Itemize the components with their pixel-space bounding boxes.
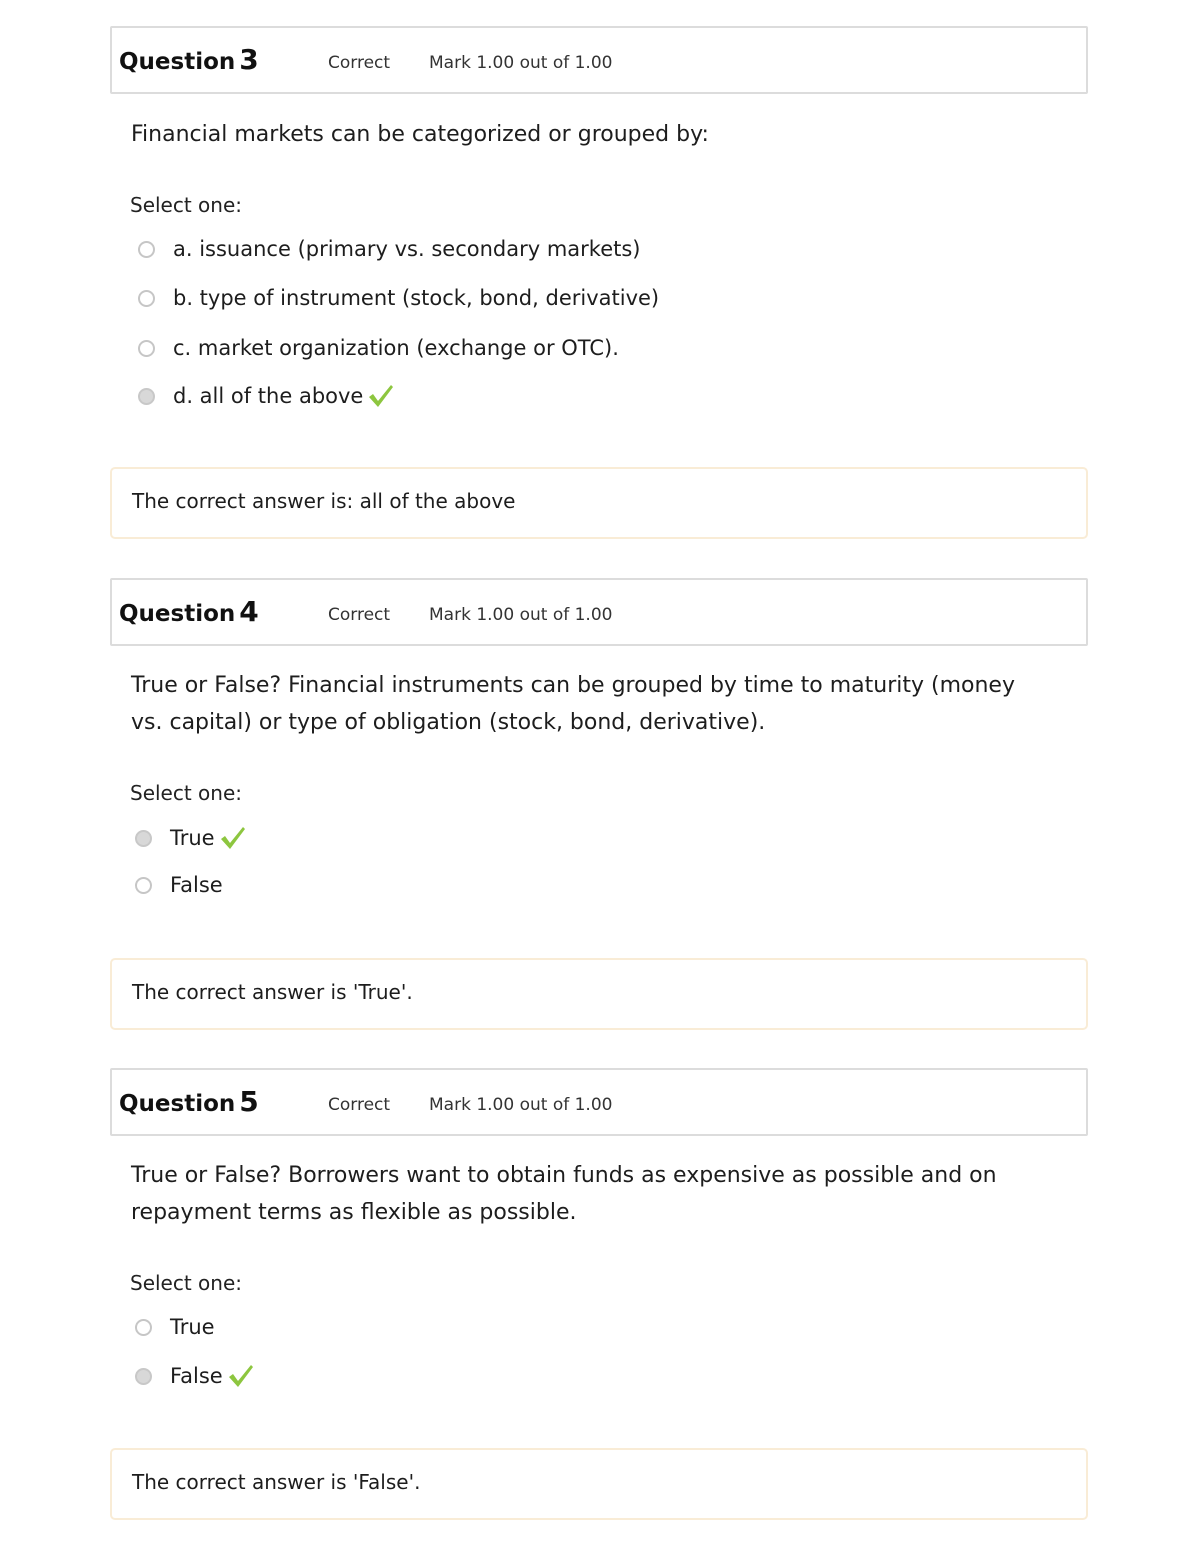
question-4-option-true[interactable] bbox=[135, 823, 247, 853]
question-3-option-b[interactable] bbox=[138, 283, 659, 313]
question-5-option-true[interactable] bbox=[135, 1312, 215, 1342]
question-number: 4 bbox=[239, 595, 259, 628]
option-label: b. type of instrument (stock, bond, derivative) bbox=[173, 286, 660, 310]
question-state: Correct bbox=[328, 605, 391, 625]
option-label: True bbox=[170, 1315, 215, 1339]
radio-button-selected[interactable] bbox=[135, 1368, 152, 1385]
question-state: Correct bbox=[328, 53, 391, 73]
radio-button-selected[interactable] bbox=[135, 830, 152, 847]
question-5-info bbox=[110, 1068, 1088, 1136]
question-4-feedback bbox=[110, 958, 1088, 1030]
option-label: d. all of the above bbox=[173, 384, 364, 408]
question-5-option-false[interactable] bbox=[135, 1361, 255, 1391]
radio-button[interactable] bbox=[135, 877, 152, 894]
question-4-info bbox=[110, 578, 1088, 646]
question-4-text: True or False? Financial instruments can be grouped by time to maturity (money vs. capital) or type of obligation (stock, bond, derivative). bbox=[131, 673, 1015, 735]
question-3-title bbox=[119, 43, 259, 76]
select-one-prompt: Select one: bbox=[130, 1271, 243, 1295]
option-label: False bbox=[170, 1364, 223, 1388]
question-state: Correct bbox=[328, 1095, 391, 1115]
check-icon bbox=[219, 824, 247, 852]
option-label: True bbox=[170, 826, 215, 850]
question-3-feedback bbox=[110, 467, 1088, 539]
question-5-title bbox=[119, 1085, 259, 1118]
select-one-prompt: Select one: bbox=[130, 781, 243, 805]
question-grade: Mark 1.00 out of 1.00 bbox=[429, 605, 613, 625]
question-number: 5 bbox=[239, 1085, 259, 1118]
select-one-prompt: Select one: bbox=[130, 193, 243, 217]
question-3-option-d[interactable] bbox=[138, 381, 395, 411]
question-grade: Mark 1.00 out of 1.00 bbox=[429, 53, 613, 73]
check-icon bbox=[367, 382, 395, 410]
option-label: False bbox=[170, 873, 223, 897]
radio-button-selected[interactable] bbox=[138, 388, 155, 405]
radio-button[interactable] bbox=[138, 290, 155, 307]
question-5-feedback bbox=[110, 1448, 1088, 1520]
radio-button[interactable] bbox=[138, 340, 155, 357]
question-grade: Mark 1.00 out of 1.00 bbox=[429, 1095, 613, 1115]
radio-button[interactable] bbox=[138, 241, 155, 258]
check-icon bbox=[227, 1362, 255, 1390]
question-3-option-c[interactable] bbox=[138, 333, 619, 363]
question-3-text: Financial markets can be categorized or grouped by: bbox=[131, 122, 709, 147]
question-3-option-a[interactable] bbox=[138, 234, 641, 264]
question-number: 3 bbox=[239, 43, 259, 76]
radio-button[interactable] bbox=[135, 1319, 152, 1336]
feedback-text: The correct answer is 'True'. bbox=[132, 980, 413, 1004]
question-4-option-false[interactable] bbox=[135, 870, 223, 900]
feedback-text: The correct answer is 'False'. bbox=[132, 1470, 421, 1494]
question-4-title bbox=[119, 595, 259, 628]
question-label: Question bbox=[119, 601, 236, 627]
feedback-text: The correct answer is: all of the above bbox=[132, 489, 516, 513]
option-label: c. market organization (exchange or OTC). bbox=[173, 336, 619, 360]
question-3-info bbox=[110, 26, 1088, 94]
question-5-text: True or False? Borrowers want to obtain funds as expensive as possible and on repayment terms as flexible as possible. bbox=[131, 1163, 997, 1225]
option-label: a. issuance (primary vs. secondary markets) bbox=[173, 237, 641, 261]
question-label: Question bbox=[119, 1091, 236, 1117]
question-label: Question bbox=[119, 49, 236, 75]
